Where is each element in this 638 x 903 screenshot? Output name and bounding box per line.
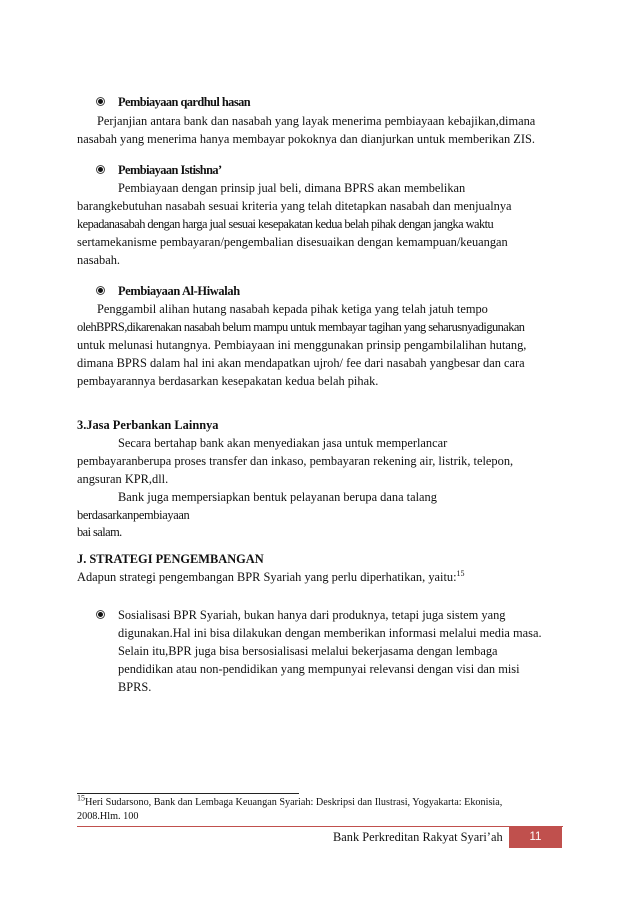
heading-qardhul: Pembiayaan qardhul hasan [118, 95, 251, 109]
bullet-icon [98, 612, 103, 617]
footnote-number: 15 [77, 793, 85, 803]
text-line: olehBPRS,dikarenakan nasabah belum mampu untuk membayar tagihan yang seharusnyadigunakan [77, 320, 525, 334]
text-line: Sosialisasi BPR Syariah, bukan hanya dari produknya, tetapi juga sistem yang [118, 608, 506, 622]
text-line: Pembiayaan dengan prinsip jual beli, dimana BPRS akan membelikan [118, 181, 466, 195]
text-line: nasabah. [77, 253, 121, 267]
heading-hiwalah: Pembiayaan Al-Hiwalah [118, 284, 240, 298]
footer-divider [77, 826, 563, 827]
page-number: 11 [529, 831, 542, 843]
bullet-icon [98, 288, 103, 293]
text-line: BPRS. [118, 680, 152, 694]
heading-strategi: J. STRATEGI PENGEMBANGAN [77, 552, 264, 566]
footnote-text: Heri Sudarsono, Bank dan Lembaga Keuangan Syariah: Deskripsi dan Ilustrasi, Yogyakarta: Ekonisia, [85, 797, 503, 808]
footnote-line [77, 793, 503, 809]
text-line: sertamekanisme pembayaran/pengembalian disesuaikan dengan kemampuan/keuangan [77, 235, 508, 249]
heading-jasa: 3.Jasa Perbankan Lainnya [77, 418, 219, 432]
strategi-intro-text: Adapun strategi pengembangan BPR Syariah yang perlu diperhatikan, yaitu: [77, 570, 457, 584]
text-line: bai salam. [77, 525, 122, 539]
text-line: Penggambil alihan hutang nasabah kepada pihak ketiga yang telah jatuh tempo [97, 302, 488, 316]
footnote-ref: 15 [456, 568, 465, 578]
text-line: pembayaranberupa proses transfer dan inkaso, pembayaran rekening air, listrik, telepon, [77, 454, 514, 468]
text-line: Perjanjian antara bank dan nasabah yang layak menerima pembiayaan kebajikan,dimana [97, 114, 536, 128]
footnote-line: 2008.Hlm. 100 [77, 811, 139, 822]
text-line: berdasarkanpembiayaan [77, 508, 190, 522]
footer-title: Bank Perkreditan Rakyat Syari’ah [333, 830, 503, 844]
heading-istishna: Pembiayaan Istishna’ [118, 163, 222, 177]
strategi-intro [77, 570, 465, 584]
text-line: angsuran KPR,dll. [77, 472, 169, 486]
text-line: nasabah yang menerima hanya membayar pokoknya dan dianjurkan untuk memberikan ZIS. [77, 132, 535, 146]
text-line: pembayarannya berdasarkan kesepakatan kedua belah pihak. [77, 374, 379, 388]
text-line: Secara bertahap bank akan menyediakan jasa untuk memperlancar [118, 436, 448, 450]
bullet-icon [98, 99, 103, 104]
text-line: digunakan.Hal ini bisa dilakukan dengan memberikan informasi melalui media masa. [118, 626, 542, 640]
text-line: untuk melunasi hutangnya. Pembiayaan ini menggunakan prinsip pengambilalihan hutang, [77, 338, 527, 352]
text-line: Bank juga mempersiapkan bentuk pelayanan berupa dana talang [118, 490, 437, 504]
footnote-rule [77, 793, 299, 794]
text-line: Selain itu,BPR juga bisa bersosialisasi melalui bekerjasama dengan lembaga [118, 644, 498, 658]
page-number-box [509, 827, 562, 848]
bullet-icon [98, 167, 103, 172]
text-line: pendidikan atau non-pendidikan yang mempunyai relevansi dengan visi dan misi [118, 662, 520, 676]
text-line: dimana BPRS dalam hal ini akan mendapatkan ujroh/ fee dari nasabah yangbesar dan cara [77, 356, 525, 370]
text-line: barangkebutuhan nasabah sesuai kriteria yang telah ditetapkan nasabah dan menjualnya [77, 199, 512, 213]
text-line: kepadanasabah dengan harga jual sesuai kesepakatan kedua belah pihak dengan jangka waktu [77, 217, 494, 231]
